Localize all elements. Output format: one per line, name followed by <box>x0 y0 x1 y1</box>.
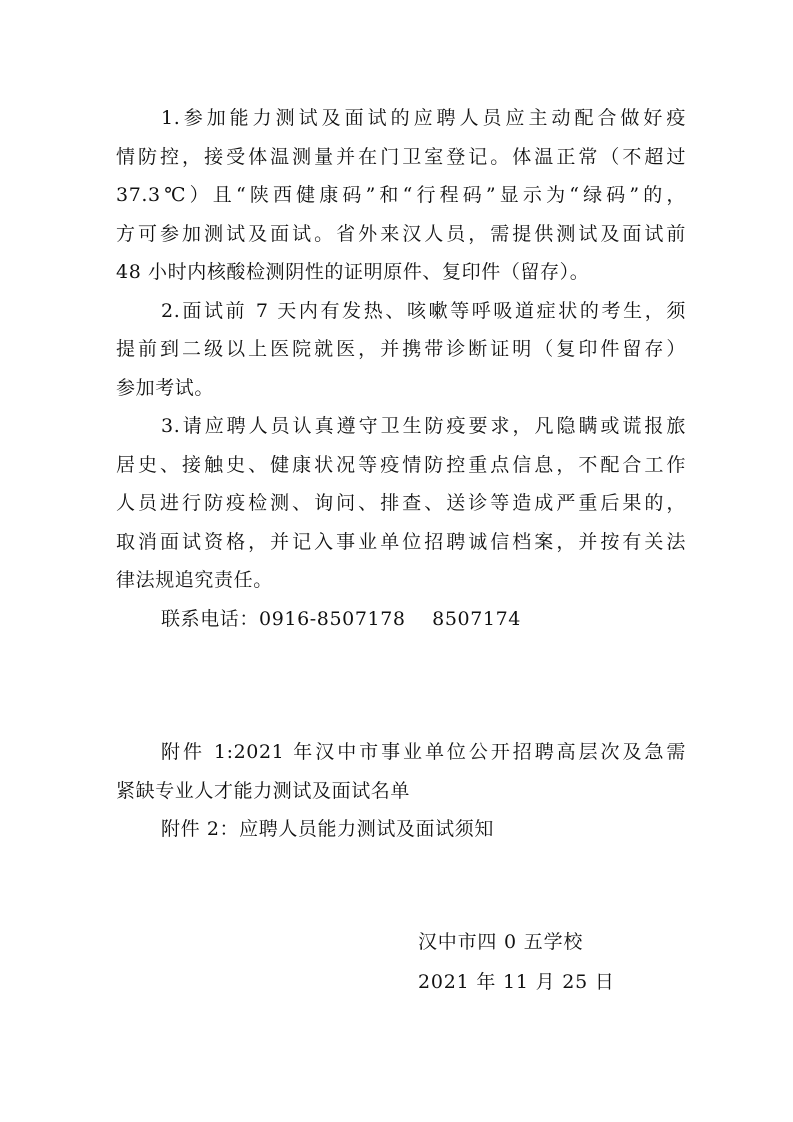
issuing-organization: 汉中市四 0 五学校 <box>418 931 584 953</box>
paragraph-line: 参加考试。 <box>116 376 215 399</box>
paragraph-line: 48 小时内核酸检测阴性的证明原件、复印件（留存）。 <box>116 261 590 283</box>
paragraph-line: 提前到二级以上医院就医，并携带诊断证明（复印件留存） <box>116 338 686 360</box>
issue-date: 2021 年 11 月 25 日 <box>418 971 615 993</box>
paragraph-line: 人员进行防疫检测、询问、排查、送诊等造成严重后果的， <box>116 492 686 514</box>
attachment-1 <box>116 733 686 810</box>
signature-block <box>418 922 638 1002</box>
paragraph-line: 2.面试前 7 天内有发热、咳嗽等呼吸道症状的考生，须 <box>161 299 686 322</box>
paragraph-line: 37.3℃）且“陕西健康码”和“行程码”显示为“绿码”的， <box>116 184 686 206</box>
paragraph-line: 律法规追究责任。 <box>116 569 273 591</box>
paragraph-line: 情防控，接受体温测量并在门卫室登记。体温正常（不超过 <box>116 145 686 168</box>
attachment-2 <box>116 810 686 849</box>
attachment-line: 附件 1:2021 年汉中市事业单位公开招聘高层次及急需 <box>161 741 686 763</box>
attachment-line: 附件 2：应聘人员能力测试及面试须知 <box>161 818 494 840</box>
paragraph-line: 居史、接触史、健康状况等疫情防控重点信息，不配合工作 <box>116 453 686 476</box>
paragraph-3 <box>116 407 686 600</box>
contact-label: 联系电话： <box>161 607 260 630</box>
paragraph-line: 1.参加能力测试及面试的应聘人员应主动配合做好疫 <box>161 107 686 129</box>
contact-phones: 0916-8507178 8507174 <box>259 607 521 630</box>
contact-line <box>116 600 686 639</box>
paragraph-1 <box>116 99 686 292</box>
paragraph-2 <box>116 292 686 408</box>
paragraph-line: 3.请应聘人员认真遵守卫生防疫要求，凡隐瞒或谎报旅 <box>161 415 686 437</box>
paragraph-line: 方可参加测试及面试。省外来汉人员，需提供测试及面试前 <box>116 222 686 245</box>
paragraph-line: 取消面试资格，并记入事业单位招聘诚信档案，并按有关法 <box>116 530 686 553</box>
attachments-section <box>116 733 686 849</box>
attachment-line: 紧缺专业人才能力测试及面试名单 <box>116 779 411 802</box>
notice-body <box>116 99 686 638</box>
